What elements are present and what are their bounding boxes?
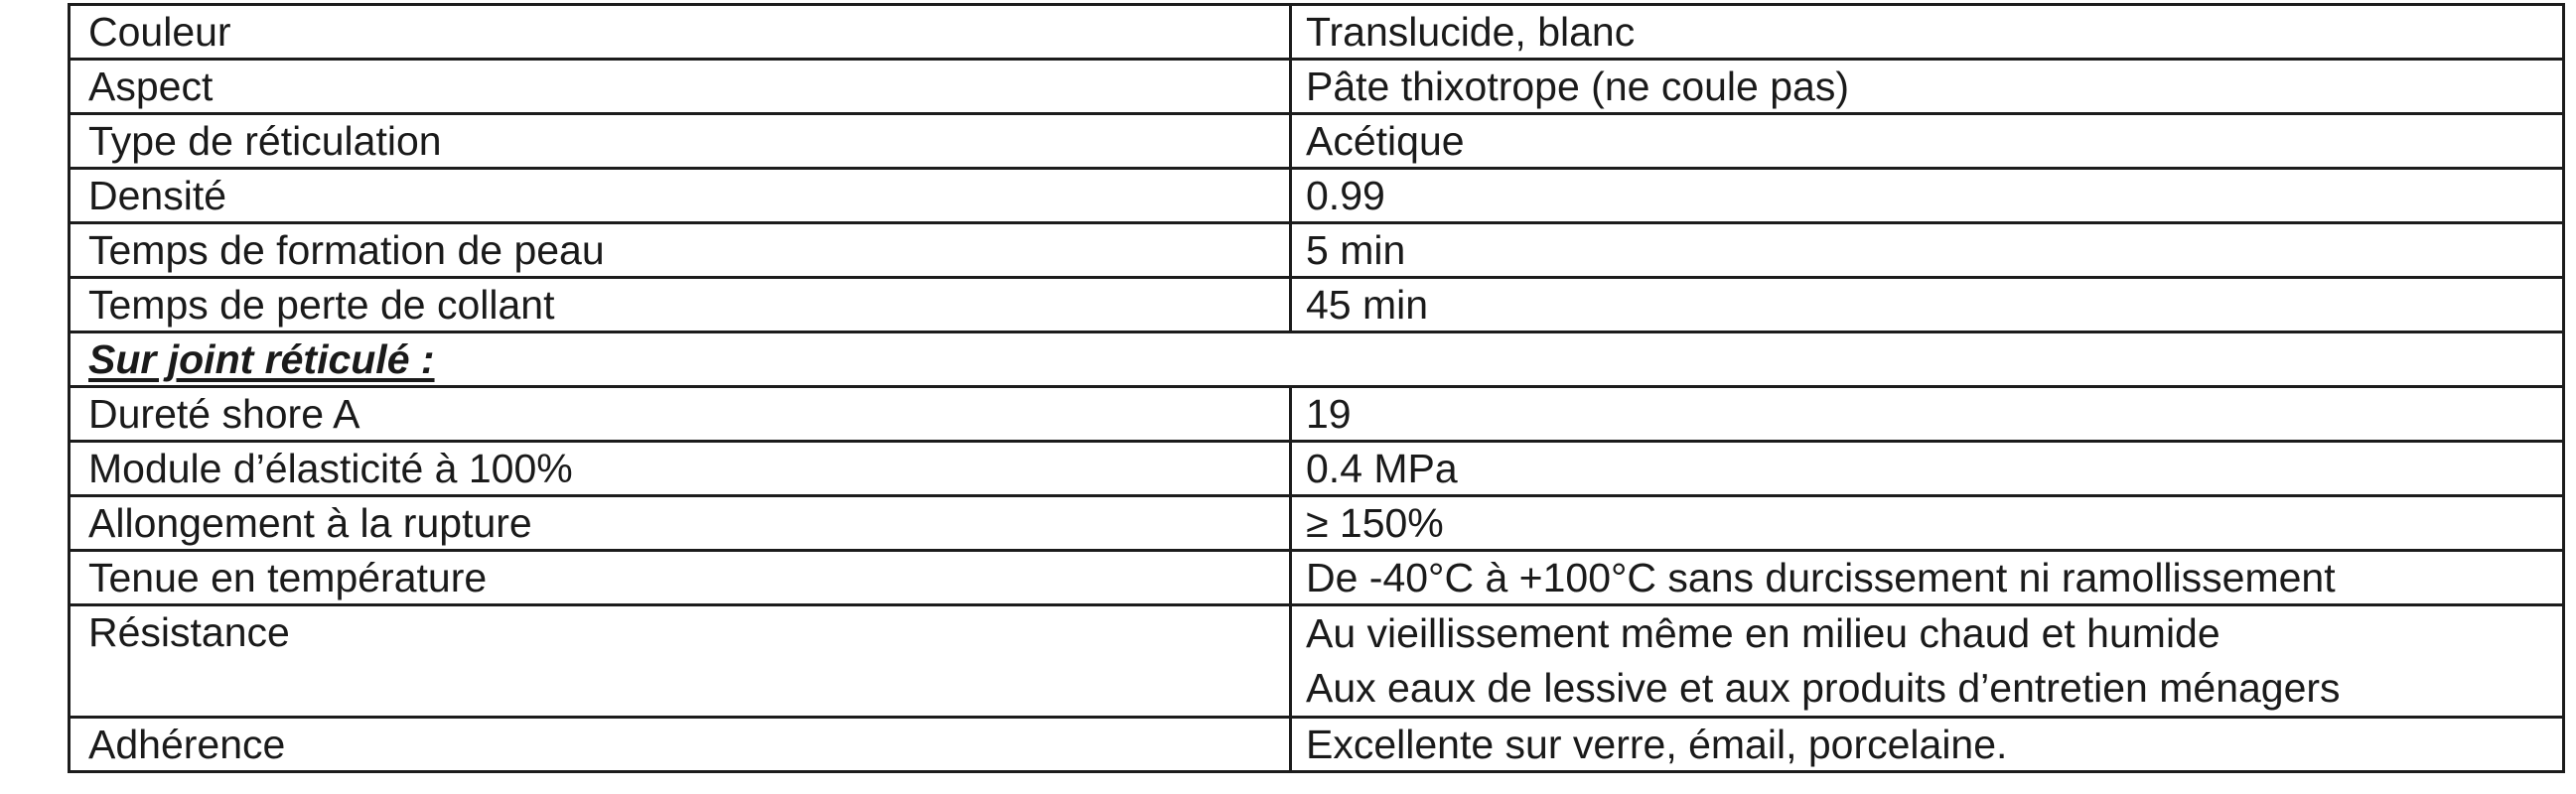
value-cell: Excellente sur verre, émail, porcelaine.: [1291, 718, 2564, 772]
table-row: [70, 442, 2564, 496]
property-cell: Type de réticulation: [70, 114, 1291, 169]
property-cell: Densité: [70, 169, 1291, 223]
value-line: Au vieillissement même en milieu chaud et humide: [1306, 610, 2220, 656]
table-row: [70, 551, 2564, 605]
table-row: [70, 278, 2564, 332]
value-cell: 19: [1291, 387, 2564, 442]
section-row: [70, 332, 2564, 387]
value-cell: 0.99: [1291, 169, 2564, 223]
value-cell: [1291, 605, 2564, 718]
value-cell: 5 min: [1291, 223, 2564, 278]
value-cell: Pâte thixotrope (ne coule pas): [1291, 60, 2564, 114]
table-row: [70, 60, 2564, 114]
specification-table: [68, 3, 2565, 773]
section-title: Sur joint réticulé :: [70, 332, 2564, 387]
property-cell: Dureté shore A: [70, 387, 1291, 442]
value-cell: De -40°C à +100°C sans durcissement ni ramollissement: [1291, 551, 2564, 605]
value-cell: ≥ 150%: [1291, 496, 2564, 551]
property-cell: Aspect: [70, 60, 1291, 114]
property-cell: Tenue en température: [70, 551, 1291, 605]
table-row: [70, 387, 2564, 442]
table-row: [70, 169, 2564, 223]
value-line: Aux eaux de lessive et aux produits d’entretien ménagers: [1306, 665, 2341, 711]
table-row: [70, 605, 2564, 718]
property-cell: Allongement à la rupture: [70, 496, 1291, 551]
property-cell: Couleur: [70, 5, 1291, 60]
value-cell: 45 min: [1291, 278, 2564, 332]
table-row: [70, 718, 2564, 772]
property-cell: Résistance: [70, 605, 1291, 718]
table-row: [70, 223, 2564, 278]
property-cell: Module d’élasticité à 100%: [70, 442, 1291, 496]
value-cell: Translucide, blanc: [1291, 5, 2564, 60]
table-row: [70, 496, 2564, 551]
value-cell: Acétique: [1291, 114, 2564, 169]
property-cell: Adhérence: [70, 718, 1291, 772]
value-cell: 0.4 MPa: [1291, 442, 2564, 496]
table-row: [70, 5, 2564, 60]
property-cell: Temps de perte de collant: [70, 278, 1291, 332]
property-cell: Temps de formation de peau: [70, 223, 1291, 278]
table-row: [70, 114, 2564, 169]
